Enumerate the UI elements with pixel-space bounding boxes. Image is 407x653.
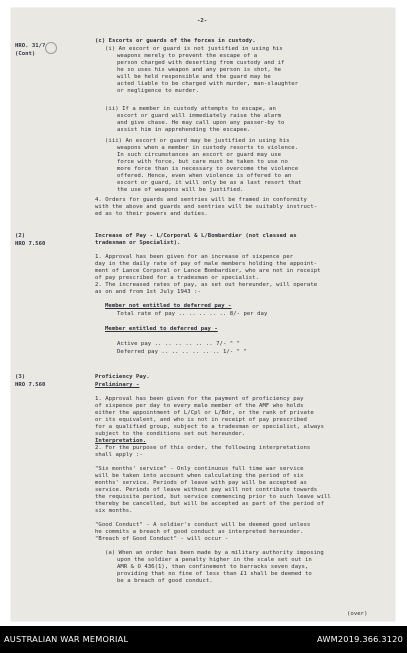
document-line: "Good Conduct" - A soldier's conduct will be deemed good unless: [95, 522, 311, 528]
document-line: shall apply :-: [95, 452, 143, 458]
document-line: he commits a breach of good conduct as interpreted hereunder.: [95, 529, 304, 535]
document-line: ment of Lance Corporal or Lance Bombardier, who are not in receipt: [95, 268, 321, 274]
footer-reference: AWM2019.366.3120: [316, 634, 403, 644]
document-line: Proficiency Pay.: [95, 374, 150, 380]
margin-note: (3): [15, 374, 26, 380]
document-line: offered. Hence, even when violence is offered to an: [117, 173, 292, 179]
document-line: (i) An escort or guard is not justified in using his: [105, 46, 283, 52]
document-line: assist him in apprehending the escapee.: [117, 127, 251, 133]
margin-note: HRO 7.560: [15, 382, 46, 388]
document-line: with the above and guards and sentries will be suitably instruct-: [95, 204, 318, 210]
document-line: or its equivalent, and who is not in receipt of pay prescribed: [95, 417, 307, 423]
document-line: as on and from 1st July 1943 :-: [95, 289, 201, 295]
document-line: person charged with deserting from custody and if: [117, 60, 285, 66]
document-line: thereby be cancelled, but will be accepted as part of the period of: [95, 501, 324, 507]
stamp-mark-icon: [45, 42, 57, 54]
document-line: escort or guard, it will only be as a last resort that: [117, 180, 302, 186]
margin-note: (Cont): [15, 51, 36, 57]
document-line: or negligence to murder.: [117, 88, 200, 94]
document-line: Increase of Pay - L/Corporal & L/Bombardier (not classed as: [95, 233, 297, 239]
document-line: In such circumstances an escort or guard may use: [117, 152, 282, 158]
document-line: 4. Orders for guards and sentries will be framed in conformity: [95, 197, 307, 203]
document-line: more force than is necessary to overcome the violence: [117, 166, 299, 172]
document-line: subject to the conditions set out hereunder.: [95, 431, 246, 437]
document-line: weapons merely to prevent the escape of a: [117, 53, 258, 59]
document-line: upon the soldier a penalty higher in the scale set out in: [117, 557, 312, 563]
document-line: force with force, but care must be taken to use no: [117, 159, 288, 165]
document-line: the use of weapons will be justified.: [117, 187, 244, 193]
footer-institution: AUSTRALIAN WAR MEMORIAL: [4, 634, 129, 644]
document-line: Preliminary -: [95, 382, 140, 388]
document-line: weapons when a member in custody resorts to violence.: [117, 145, 299, 151]
document-line: of pay prescribed for a tradesman or specialist.: [95, 275, 260, 281]
document-line: Interpretation.: [95, 438, 147, 444]
document-line: 2. For the purpose of this order, the following interpretations: [95, 445, 311, 451]
document-line: either the appointment of L/Cpl or L/Bdr, or the rank of private: [95, 410, 314, 416]
document-line: AMR & O 436(1), than confinement to barracks seven days,: [117, 564, 309, 570]
document-line: acted liable to be charged with murder, man-slaughter: [117, 81, 299, 87]
document-sheet: [11, 8, 395, 621]
document-line: 1. Approval has been given for an increase of sixpence per: [95, 254, 294, 260]
document-line: Active pay .. .. .. .. .. .. 7/- " ": [117, 341, 241, 347]
page-number: -2-: [197, 18, 208, 24]
document-line: Member not entitled to deferred pay -: [105, 303, 232, 309]
document-line: the requisite period, but service commencing prior to such leave will: [95, 494, 331, 500]
document-line: 2. The increased rates of pay, as set out hereunder, will operate: [95, 282, 318, 288]
document-line: for a qualified group, subject to a tradesman or specialist, always: [95, 424, 324, 430]
document-line: tradesman or Specialist).: [95, 240, 181, 246]
document-line: of sixpence per day to every male member of the AMF who holds: [95, 403, 304, 409]
document-line: service. Periods of leave without pay will not contribute towards: [95, 487, 318, 493]
document-line: day in the daily rate of pay of male members holding the appoint-: [95, 261, 318, 267]
document-line: Deferred pay .. .. .. .. .. .. 1/- " ": [117, 349, 247, 355]
document-line: (iii) An escort or guard may be justified in using his: [105, 138, 290, 144]
document-line: Member entitled to deferred pay -: [105, 326, 218, 332]
margin-note: HRO. 31/?: [15, 43, 46, 49]
archive-footer: [0, 626, 407, 653]
document-line: Total rate of pay .. .. .. .. .. 8/- per day: [117, 311, 268, 317]
document-line: months' service. Periods of leave with pay will be accepted as: [95, 480, 307, 486]
document-line: providing that no fine of less than £1 shall be deemed to: [117, 571, 312, 577]
document-line: "Breach of Good Conduct" - will occur -: [95, 536, 229, 542]
margin-note: HRO 7.560: [15, 241, 46, 247]
document-line: (over): [347, 611, 368, 617]
document-line: 1. Approval has been given for the payment of proficiency pay: [95, 396, 304, 402]
document-line: will be taken into account when calculating the period of six: [95, 473, 304, 479]
document-line: escort or guard will immediately raise the alarm: [117, 113, 282, 119]
document-line: be a breach of good conduct.: [117, 578, 213, 584]
margin-note: (2): [15, 233, 26, 239]
document-line: (a) When an order has been made by a military authority imposing: [105, 550, 324, 556]
document-line: (ii) If a member in custody attempts to escape, an: [105, 106, 276, 112]
document-line: ed as to their powers and duties.: [95, 211, 208, 217]
document-line: "Six months' service" - Only continuous full time war service: [95, 466, 304, 472]
document-line: (c) Escorts or guards of the forces in custody.: [95, 38, 256, 44]
document-line: six months.: [95, 508, 133, 514]
document-line: and give chase. He may call upon any passer-by to: [117, 120, 285, 126]
document-line: will be held responsible and the guard may be: [117, 74, 271, 80]
document-line: he so uses his weapon and any person is shot, he: [117, 67, 282, 73]
